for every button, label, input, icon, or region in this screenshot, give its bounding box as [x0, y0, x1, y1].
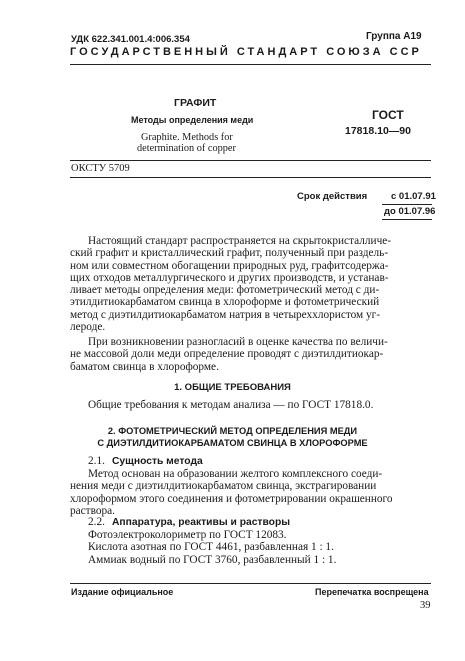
text-line: раствора. [70, 504, 116, 517]
text-line: ном или совместном обогащении природных руд, графитсодержа- [70, 259, 389, 272]
footer-official-edition: Издание официальное [71, 587, 174, 597]
title-divider-bottom [70, 177, 431, 178]
page-number: 39 [420, 600, 431, 611]
text-line: баматом свинца в хлороформе. [70, 360, 219, 373]
reagent-line: Кислота азотная по ГОСТ 4461, разбавленная 1 : 1. [88, 541, 334, 554]
subsection-2-2-title: Аппаратура, реактивы и растворы [112, 517, 291, 528]
text-line: хлороформом этого соединения и фотометрировании окрашенного [70, 492, 393, 505]
text-line: не массовой доли меди определение проводят с диэтилдитиокар- [70, 348, 384, 361]
section2-heading-line2: С ДИЭТИЛДИТИОКАРБАМАТОМ СВИНЦА В ХЛОРОФОРМЕ [97, 438, 368, 448]
text-line: нения меди с диэтилдитиокарбаматом свинца, экстрагировании [70, 480, 377, 493]
text-line: При возникновении разногласий в оценке качества по величи- [88, 336, 388, 348]
udc-code: УДК 622.341.001.4:006.354 [71, 34, 190, 45]
validity-from: с 01.07.91 [391, 191, 436, 202]
disputes-paragraph [70, 336, 432, 373]
gost-label: ГОСТ [372, 108, 404, 122]
english-title-line2: determination of copper [137, 143, 236, 154]
text-line: Настоящий стандарт распространяется на скрытокристалличе- [88, 235, 392, 247]
group-code: Группа А19 [366, 31, 422, 42]
footer-reprint-prohibited: Перепечатка воспрещена [315, 587, 429, 597]
subsection-2-2-number: 2.2. [88, 516, 105, 528]
standard-banner: ГОСУДАРСТВЕННЫЙ СТАНДАРТ СОЮЗА ССР [70, 46, 422, 58]
footer-rule [70, 583, 431, 584]
text-line: лероде. [70, 321, 106, 334]
subsection-2-2-list [88, 529, 432, 566]
validity-rule [382, 204, 432, 205]
document-subtitle: Методы определения меди [131, 115, 254, 125]
document-title: ГРАФИТ [174, 97, 217, 109]
text-line: Метод основан на образовании желтого комплексного соеди- [88, 468, 383, 480]
english-title-line1: Graphite. Methods for [141, 132, 233, 143]
validity-rule-bottom [382, 219, 432, 220]
validity-to: до 01.07.96 [384, 206, 436, 217]
text-line: ский графит и кристаллический графит, полученный при раздель- [70, 247, 389, 260]
validity-label: Срок действия [297, 191, 368, 202]
gost-number: 17818.10—90 [345, 125, 411, 137]
section1-heading: 1. ОБЩИЕ ТРЕБОВАНИЯ [174, 382, 291, 393]
reagent-line: Аммиак водный по ГОСТ 3760, разбавленный 1 : 1. [88, 553, 337, 566]
reagent-line: Фотоэлектроколориметр по ГОСТ 12083. [88, 529, 287, 541]
text-line: ливает методы определения меди: фотометрический метод с ди- [70, 284, 380, 297]
intro-paragraph [70, 235, 432, 333]
text-line: метод с диэтилдитиокарбаматом натрия в четыреххлористом уг- [70, 308, 381, 321]
okstu-code: ОКСТУ 5709 [71, 163, 130, 174]
subsection-2-1-text [70, 468, 432, 517]
title-divider-top [70, 160, 431, 161]
section2-heading-line1: 2. ФОТОМЕТРИЧЕСКИЙ МЕТОД ОПРЕДЕЛЕНИЯ МЕДИ [107, 426, 358, 436]
header-rule-top [70, 64, 431, 65]
text-line: щих отходов металлургического и других производств, и устанав- [70, 271, 389, 284]
subsection-2-1-title: Сущность метода [112, 456, 203, 467]
text-line: этилдитиокарбаматом свинца в хлороформе и фотометрический [70, 296, 380, 309]
section1-text: Общие требования к методам анализа — по ГОСТ 17818.0. [88, 399, 374, 411]
subsection-2-1-number: 2.1. [88, 455, 105, 467]
